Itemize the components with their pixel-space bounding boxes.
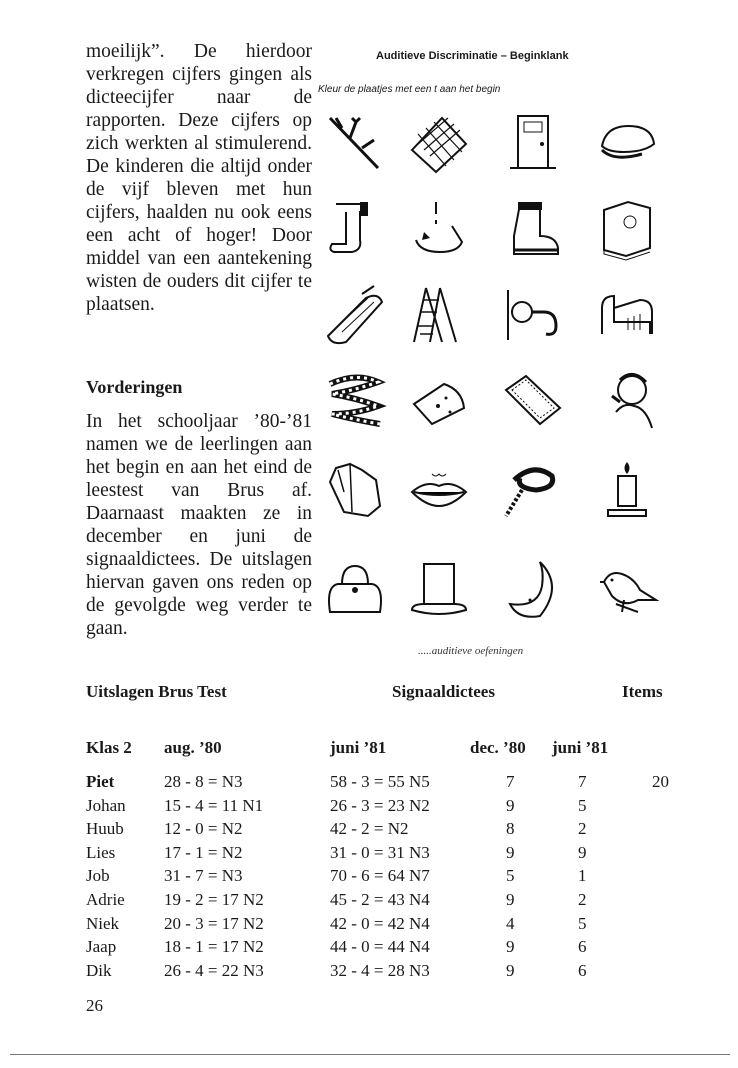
cell-dec: 9 [506,937,515,957]
table-heading-right: Items [622,682,663,701]
cell-juni2: 9 [578,842,587,862]
cell-name: Job [86,866,110,886]
paragraph-1: moeilijk”. De hierdoor verkregen cijfers gingen als dicteecijfer naar de rapporten. Deze cijfers op zich werkten al stimulerend. De kinderen die altijd onder de vijf bleven met hun cijfers, haalden nu ook eens een acht of hoger! Door middel van een aantekening wisten de ouders dit cijfer te plaatsen. [86,41,312,315]
moon-icon [500,556,566,622]
cell-aug: 26 - 4 = 22 N3 [164,960,264,980]
cell-juni: 31 - 0 = 31 N3 [330,842,430,862]
panel-caption: .....auditieve oefeningen [418,645,524,657]
cell-juni: 44 - 0 = 44 N4 [330,937,430,957]
roof-icon [406,110,472,176]
cell-aug: 20 - 3 = 17 N2 [164,913,264,933]
cell-aug: 19 - 2 = 17 N2 [164,890,264,909]
ladder-icon [406,282,472,348]
table-heading-mid: Signaaldictees [392,682,495,701]
boy-eating-icon [594,368,660,434]
cell-name: Jaap [86,937,117,957]
cell-dec: 5 [506,866,515,886]
cell-name: Huub [86,819,124,839]
cell-juni2: 5 [578,913,587,933]
boot-icon [500,196,566,262]
col-header-klas: Klas 2 [86,738,132,757]
bag-icon [322,556,388,622]
cell-name: Johan [86,795,126,815]
cell-name: Lies [86,842,116,862]
cell-name: Niek [86,913,120,933]
rope-icon [500,456,566,522]
chocolate-bar-icon [500,368,566,434]
cell-juni: 42 - 2 = N2 [330,819,409,839]
cell-aug: 28 - 8 = N3 [164,772,243,791]
cell-dec: 9 [506,842,515,862]
bird-icon [594,556,660,622]
cell-juni: 26 - 3 = 23 N2 [330,795,430,815]
body-text-column [86,40,312,639]
snake-icon [322,368,388,434]
leg-icon [322,196,388,262]
cell-aug: 31 - 7 = N3 [164,866,243,886]
candle-icon [594,456,660,522]
table-heading-left: Uitslagen Brus Test [86,682,227,701]
lips-icon [406,456,472,522]
cell-dec: 4 [506,913,515,933]
cell-juni: 45 - 2 = 43 N4 [330,890,430,909]
cell-dec: 8 [506,819,515,839]
cell-aug: 17 - 1 = N2 [164,842,243,862]
panel-title: Auditieve Discriminatie – Beginklank [376,50,569,62]
cell-name: Adrie [86,890,125,909]
cell-name: Piet [86,772,115,791]
door-icon [500,110,566,176]
branch-icon [322,110,388,176]
cell-dec: 9 [506,890,515,909]
cell-juni: 70 - 6 = 64 N7 [330,866,430,886]
cell-dec: 7 [506,772,515,791]
col-header-juni: juni ’81 [330,738,387,757]
cheese-icon [406,368,472,434]
cell-juni2: 6 [578,937,587,957]
cell-aug: 15 - 4 = 11 N1 [164,795,264,815]
col-header-juni2: juni ’81 [552,738,609,757]
cap-icon [594,110,660,176]
bottom-rule [10,1054,730,1055]
cell-dec: 9 [506,795,515,815]
cell-juni2: 1 [578,866,587,886]
toes-icon [406,196,472,262]
tap-icon [500,282,566,348]
cell-aug: 12 - 0 = N2 [164,819,243,839]
cell-juni2: 7 [578,772,587,791]
cell-juni2: 5 [578,795,587,815]
col-header-dec: dec. ’80 [470,738,526,757]
section-heading: Vorderingen [86,377,183,397]
cell-dec: 9 [506,960,515,980]
book-icon [594,196,660,262]
train-icon [322,282,388,348]
cell-juni: 58 - 3 = 55 N5 [330,772,430,791]
cell-juni2: 2 [578,819,587,839]
col-header-aug: aug. ’80 [164,738,222,757]
cell-juni: 32 - 4 = 28 N3 [330,960,430,980]
cell-juni: 42 - 0 = 42 N4 [330,913,430,933]
top-hat-icon [406,556,472,622]
page-number: 26 [86,996,103,1015]
coat-icon [322,456,388,522]
cell-name: Dik [86,960,112,980]
cell-items: 20 [652,772,669,791]
cell-aug: 18 - 1 = 17 N2 [164,937,264,957]
panel-instruction: Kleur de plaatjes met een t aan het begin [318,84,501,95]
cell-juni2: 6 [578,960,587,980]
bed-icon [594,282,660,348]
paragraph-2: In het schooljaar ’80-’81 namen we de leerlingen aan het begin en aan het eind de leestest van Brus af. Daarnaast maakten ze in december en juni de signaaldictees. De uitslagen hiervan gaven ons reden op de gevolgde weg verder te gaan. [86,411,312,639]
cell-juni2: 2 [578,890,587,909]
